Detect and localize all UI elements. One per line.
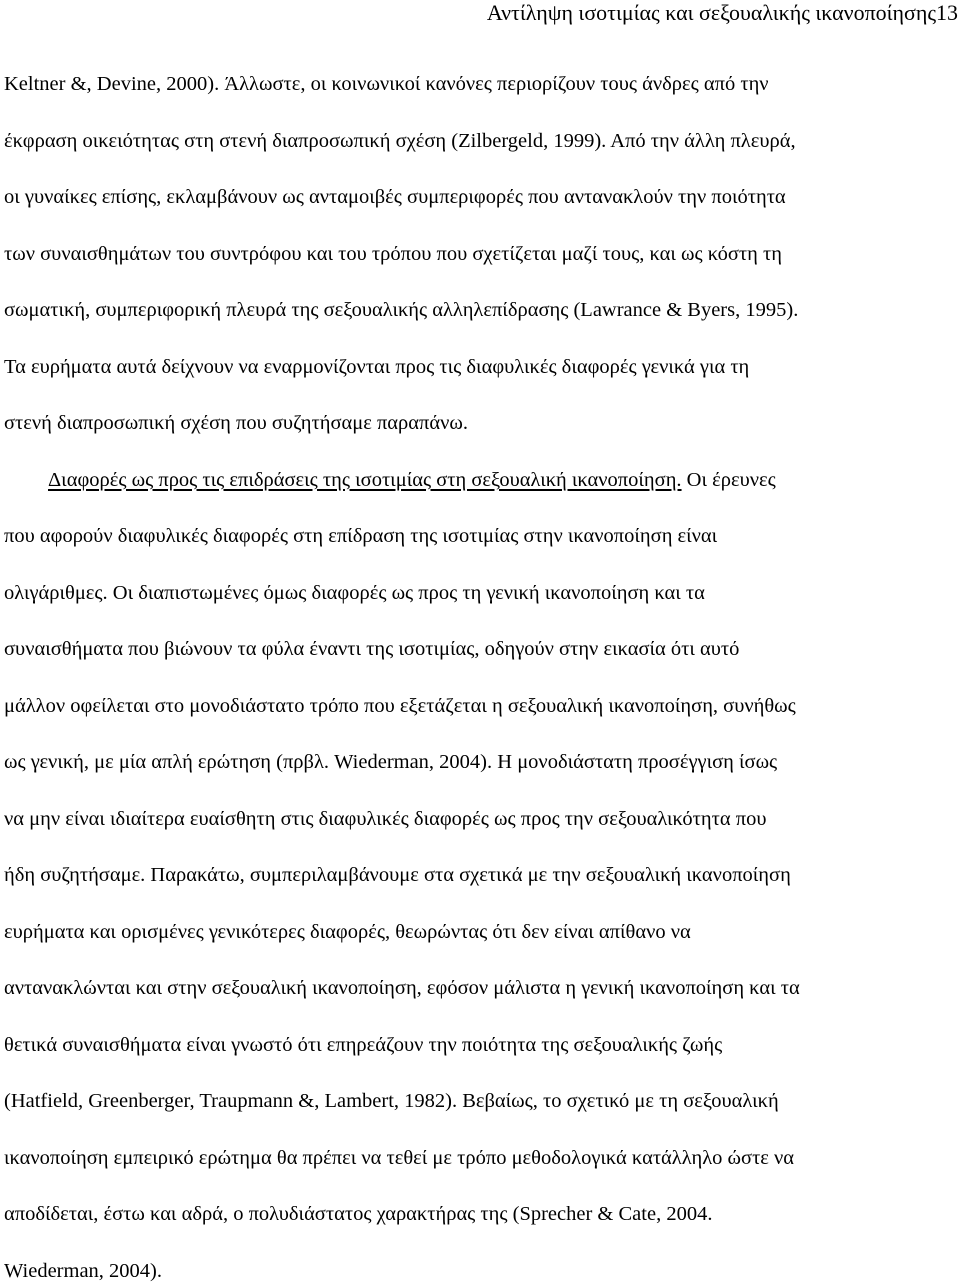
text-line: στενή διαπροσωπική σχέση που συζητήσαμε παραπάνω. <box>4 412 468 434</box>
text-line: αποδίδεται, έστω και αδρά, ο πολυδιάστατος χαρακτήρας της (Sprecher & Cate, 2004. <box>4 1203 713 1225</box>
page-number: 13 <box>936 0 959 25</box>
text-line: Keltner &, Devine, 2000). Άλλωστε, οι κοινωνικοί κανόνες περιορίζουν τους άνδρες από την <box>4 73 769 95</box>
text-line: ικανοποίηση εμπειρικό ερώτημα θα πρέπει να τεθεί με τρόπο μεθοδολογικά κατάλληλο ώστε να <box>4 1147 795 1169</box>
text-line: ήδη συζητήσαμε. Παρακάτω, συμπεριλαμβάνουμε στα σχετικά με την σεξουαλική ικανοποίηση <box>4 864 791 886</box>
text-line: μάλλον οφείλεται στο μονοδιάστατο τρόπο που εξετάζεται η σεξουαλική ικανοποίηση, συνήθως <box>4 695 796 717</box>
text-line: που αφορούν διαφυλικές διαφορές στη επίδραση της ισοτιμίας στην ικανοποίηση είναι <box>4 525 718 547</box>
section-heading: Διαφορές ως προς τις επιδράσεις της ισοτιμίας στη σεξουαλική ικανοποίηση. <box>48 469 682 491</box>
text-line: (Hatfield, Greenberger, Traupmann &, Lambert, 1982). Βεβαίως, το σχετικό με τη σεξουαλική <box>4 1090 779 1112</box>
text-line: ολιγάριθμες. Οι διαπιστωμένες όμως διαφορές ως προς τη γενική ικανοποίηση και τα <box>4 582 705 604</box>
text-line: οι γυναίκες επίσης, εκλαμβάνουν ως ανταμοιβές συμπεριφορές που αντανακλούν την ποιότητα <box>4 186 786 208</box>
running-title: Αντίληψη ισοτιμίας και σεξουαλικής ικανοποίησης <box>486 0 937 25</box>
running-header <box>2 2 960 24</box>
text-line: θετικά συναισθήματα είναι γνωστό ότι επηρεάζουν την ποιότητα της σεξουαλικής ζωής <box>4 1034 723 1056</box>
text-line: Τα ευρήματα αυτά δείχνουν να εναρμονίζονται προς τις διαφυλικές διαφορές γενικά για τη <box>4 356 750 378</box>
text-line: σωματική, συμπεριφορική πλευρά της σεξουαλικής αλληλεπίδρασης (Lawrance & Byers, 1995). <box>4 299 799 321</box>
text-line: έκφραση οικειότητας στη στενή διαπροσωπική σχέση (Zilbergeld, 1999). Από την άλλη πλευρά, <box>4 130 796 152</box>
text-line: Wiederman, 2004). <box>4 1260 162 1282</box>
section-paragraph-start <box>48 468 776 492</box>
text-line: ευρήματα και ορισμένες γενικότερες διαφορές, θεωρώντας ότι δεν είναι απίθανο να <box>4 921 691 943</box>
text-line: συναισθήματα που βιώνουν τα φύλα έναντι της ισοτιμίας, οδηγούν στην εικασία ότι αυτό <box>4 638 740 660</box>
text-line: να μην είναι ιδιαίτερα ευαίσθητη στις διαφυλικές διαφορές ως προς την σεξουαλικότητα που <box>4 808 767 830</box>
text-line: αντανακλώνται και στην σεξουαλική ικανοποίηση, εφόσον μάλιστα η γενική ικανοποίηση και τα <box>4 977 800 999</box>
text-line: των συναισθημάτων του συντρόφου και του τρόπου που σχετίζεται μαζί τους, και ως κόστη τη <box>4 243 782 265</box>
text-line: ως γενική, με μία απλή ερώτηση (πρβλ. Wiederman, 2004). Η μονοδιάστατη προσέγγιση ίσως <box>4 751 778 773</box>
section-lead-in: Οι έρευνες <box>681 469 776 491</box>
